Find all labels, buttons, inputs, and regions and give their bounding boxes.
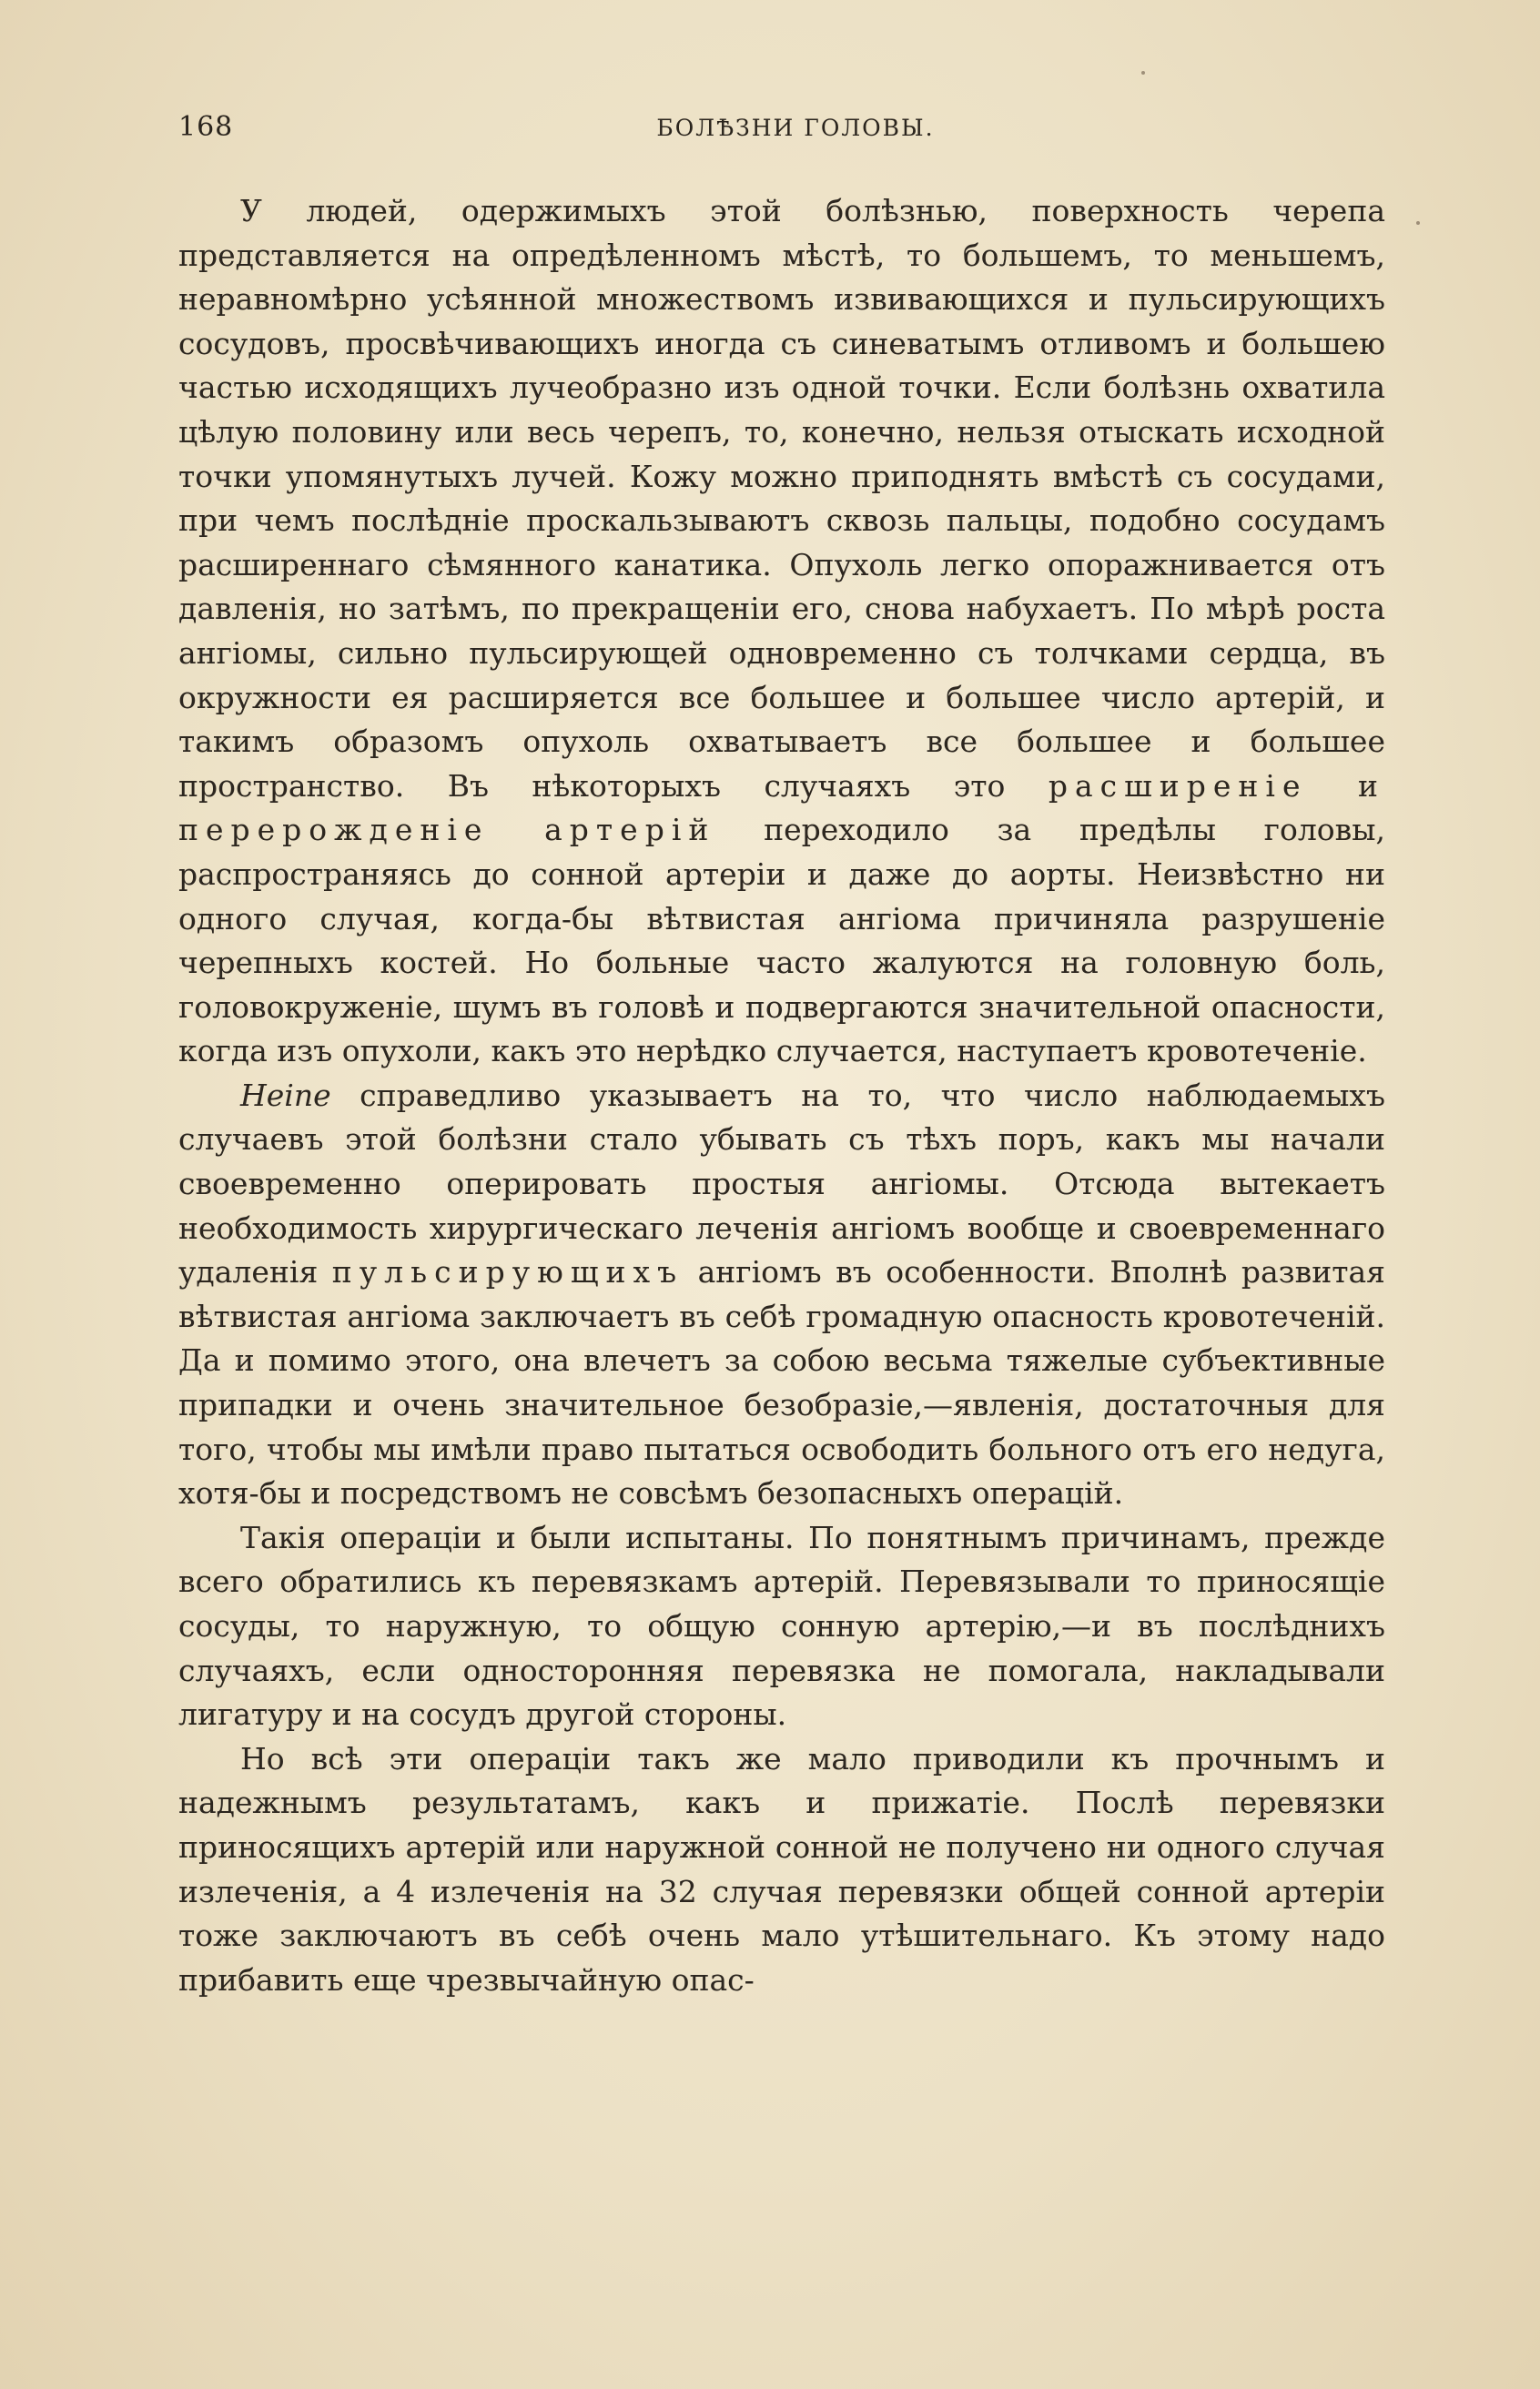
paragraph xyxy=(178,189,1385,1074)
body-text xyxy=(178,189,1385,2002)
paragraph xyxy=(178,1074,1385,1516)
paper-speck xyxy=(1416,221,1420,225)
paper-speck xyxy=(1141,71,1145,75)
italic-author-name: Heine xyxy=(240,1077,331,1113)
paragraph-text: переходило за предѣлы головы, распространяясь до сонной артеріи и даже до аорты. Неизвѣстно ни одного случая, когда-бы вѣтвистая ангіома причиняла разрушеніе черепныхъ костей. Но больные часто жалуются на головную боль, головокруженіе, шумъ въ головѣ и подвергаются значительной опасности, когда изъ опухоли, какъ это нерѣдко случается, наступаетъ кровотеченіе. xyxy=(178,812,1385,1069)
page-header xyxy=(178,111,1385,151)
paragraph-text: справедливо указываетъ на то, что число наблюдаемыхъ случаевъ этой болѣзни стало убывать съ тѣхъ поръ, какъ мы начали своевременно оперировать простыя ангіомы. Отсюда вытекаетъ необходимость хирургическаго леченія ангіомъ вообще и своевременнаго удаленія xyxy=(178,1077,1385,1291)
paragraph-text: У людей, одержимыхъ этой болѣзнью, поверхность черепа представляется на опредѣленномъ мѣстѣ, то большемъ, то меньшемъ, неравномѣрно усѣянной множествомъ извивающихся и пульсирующихъ сосудовъ, просвѣчивающихъ иногда съ синеватымъ отливомъ и большею частью исходящихъ лучеобразно изъ одной точки. Если болѣзнь охватила цѣлую половину или весь черепъ, то, конечно, нельзя отыскать исходной точки упомянутыхъ лучей. Кожу можно приподнять вмѣстѣ съ сосудами, при чемъ послѣдніе проскальзываютъ сквозь пальцы, подобно сосудамъ расширеннаго сѣмянного канатика. Опухоль легко опоражнивается отъ давленія, но затѣмъ, по прекращеніи его, снова набухаетъ. По мѣрѣ роста ангіомы, сильно пульсирующей одновременно съ толчками сердца, въ окружности ея расширяется все большее и большее число артерій, и такимъ образомъ опухоль охватываетъ все большее и большее пространство. Въ нѣкоторыхъ случаяхъ это xyxy=(178,193,1385,804)
spaced-emphasis-text: пульсирующихъ xyxy=(331,1254,684,1291)
paragraph-text: ангіомъ въ особенности. Вполнѣ развитая вѣтвистая ангіома заключаетъ въ себѣ громадную опасность кровотеченій. Да и помимо этого, она влечетъ за собою весьма тяжелые субъективные припадки и очень значительное безобразіе,—явленія, достаточныя для того, чтобы мы имѣли право пытаться освободить больного отъ его недуга, хотя-бы и посредствомъ не совсѣмъ безопасныхъ операцій. xyxy=(178,1254,1385,1512)
paragraph xyxy=(178,1737,1385,2003)
page-number: 168 xyxy=(178,111,234,143)
running-title: БОЛѢЗНИ ГОЛОВЫ. xyxy=(656,115,935,141)
spaced-emphasis-text: расширеніе и перерожденіе артерій xyxy=(178,767,1386,848)
paragraph-text: Но всѣ эти операціи такъ же мало приводили къ прочнымъ и надежнымъ результатамъ, какъ и прижатіе. Послѣ перевязки приносящихъ артерій или наружной сонной не получено ни одного случая излеченія, а 4 излеченія на 32 случая перевязки общей сонной артеріи тоже заключаютъ въ себѣ очень мало утѣшительнаго. Къ этому надо прибавить еще чрезвычайную опас- xyxy=(178,1740,1385,1998)
paragraph xyxy=(178,1516,1385,1737)
paragraph-text: Такія операціи и были испытаны. По понятнымъ причинамъ, прежде всего обратились къ перевязкамъ артерій. Перевязывали то приносящіе сосуды, то наружную, то общую сонную артерію,—и въ послѣднихъ случаяхъ, если односторонняя перевязка не помогала, накладывали лигатуру и на сосудъ другой стороны. xyxy=(178,1519,1385,1733)
